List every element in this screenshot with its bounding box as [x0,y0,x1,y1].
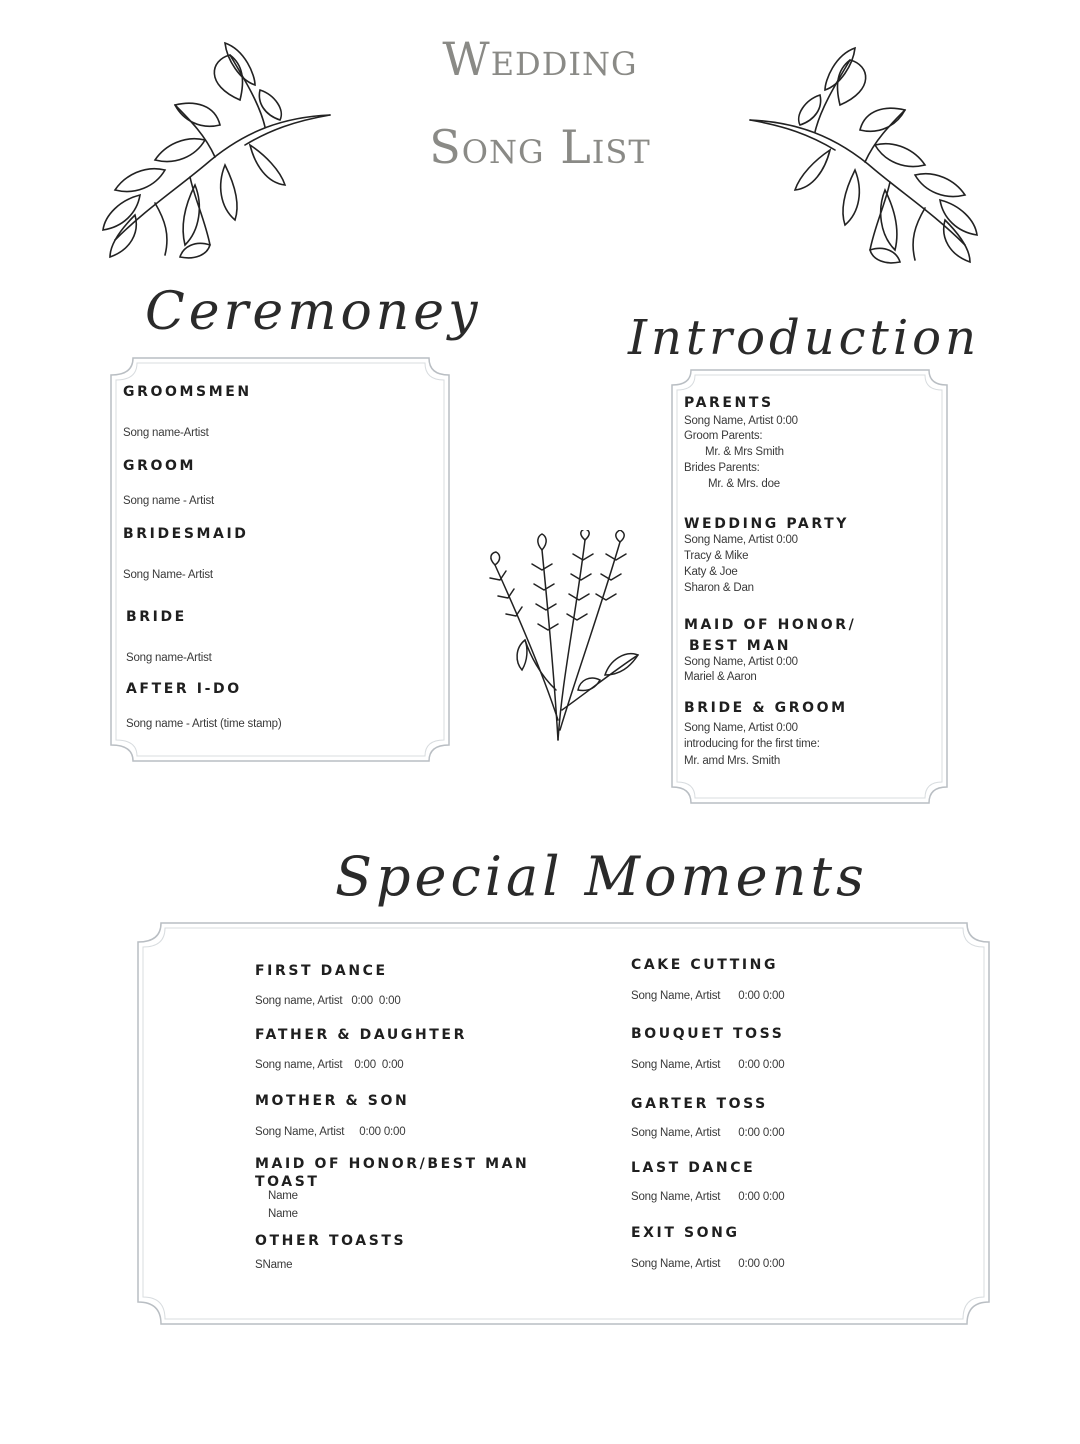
intro-best-man-label: BEST MAN [689,638,792,654]
intro-wedding-party-song: Song Name, Artist 0:00 [684,534,798,546]
special-toast-label-2: TOAST [255,1174,320,1190]
special-last-dance-song: Song Name, Artist 0:00 0:00 [631,1191,785,1203]
intro-bride-groom-song: Song Name, Artist 0:00 [684,722,798,734]
lavender-sprig-illustration [480,530,650,745]
ceremony-bride-label: BRIDE [126,609,187,625]
special-mother-son-song: Song Name, Artist 0:00 0:00 [255,1126,406,1138]
special-father-daughter-song: Song name, Artist 0:00 0:00 [255,1059,404,1071]
ceremony-bridesmaid-song: Song Name- Artist [123,569,213,581]
intro-couple-1: Tracy & Mike [684,550,749,562]
special-toast-name-2: Name [268,1208,298,1220]
special-first-dance-label: FIRST DANCE [255,963,388,979]
intro-parents-song: Song Name, Artist 0:00 [684,415,798,427]
ceremony-heading: Ceremoney [145,282,482,342]
ceremony-groomsmen-label: GROOMSMEN [123,384,252,400]
special-toast-label-1: MAID OF HONOR/BEST MAN [255,1156,530,1172]
intro-groom-parents-names: Mr. & Mrs Smith [705,446,784,458]
special-moments-heading: Special Moments [335,845,868,908]
intro-maid-best-song: Song Name, Artist 0:00 [684,656,798,668]
intro-bride-groom-announcement: introducing for the first time: [684,738,820,750]
special-other-toasts-label: OTHER TOASTS [255,1233,407,1249]
leaf-branch-right-illustration [745,40,985,265]
ceremony-bride-song: Song name-Artist [126,652,212,664]
ceremony-after-i-do-label: AFTER I-DO [126,681,242,697]
intro-couple-2: Katy & Joe [684,566,738,578]
intro-brides-parents-names: Mr. & Mrs. doe [708,478,780,490]
title-song-list: Song List [429,120,651,174]
title-wedding: Wedding [442,32,638,86]
title-line-2 [340,120,740,174]
intro-groom-parents-label: Groom Parents: [684,430,763,442]
special-toast-name-1: Name [268,1190,298,1202]
special-garter-toss-label: GARTER TOSS [631,1096,768,1112]
intro-couple-3: Sharon & Dan [684,582,754,594]
title-line-1 [340,32,740,86]
special-first-dance-song: Song name, Artist 0:00 0:00 [255,995,401,1007]
ceremony-groomsmen-song: Song name-Artist [123,427,209,439]
special-last-dance-label: LAST DANCE [631,1160,756,1176]
special-other-toasts-song: SName [255,1259,293,1271]
ceremony-bridesmaid-label: BRIDESMAID [123,526,249,542]
introduction-heading: Introduction [628,310,980,366]
intro-maid-best-names: Mariel & Aaron [684,671,757,683]
special-mother-son-label: MOTHER & SON [255,1093,410,1109]
intro-brides-parents-label: Brides Parents: [684,462,760,474]
special-garter-toss-song: Song Name, Artist 0:00 0:00 [631,1127,785,1139]
ceremony-after-i-do-song: Song name - Artist (time stamp) [126,718,282,730]
intro-wedding-party-label: WEDDING PARTY [684,516,849,532]
intro-bride-groom-names: Mr. amd Mrs. Smith [684,755,781,767]
ceremony-groom-song: Song name - Artist [123,495,214,507]
special-father-daughter-label: FATHER & DAUGHTER [255,1027,467,1043]
special-cake-cutting-label: CAKE CUTTING [631,957,779,973]
leaf-branch-left-illustration [95,35,335,260]
ceremony-frame [105,355,457,765]
special-bouquet-toss-label: BOUQUET TOSS [631,1026,785,1042]
ceremony-groom-label: GROOM [123,458,197,474]
special-exit-song-label: EXIT SONG [631,1225,740,1241]
special-exit-song-song: Song Name, Artist 0:00 0:00 [631,1258,785,1270]
special-bouquet-toss-song: Song Name, Artist 0:00 0:00 [631,1059,785,1071]
intro-parents-label: PARENTS [684,395,774,411]
special-cake-cutting-song: Song Name, Artist 0:00 0:00 [631,990,785,1002]
intro-maid-of-honor-label: MAID OF HONOR/ [684,617,857,633]
intro-bride-groom-label: BRIDE & GROOM [684,700,848,716]
